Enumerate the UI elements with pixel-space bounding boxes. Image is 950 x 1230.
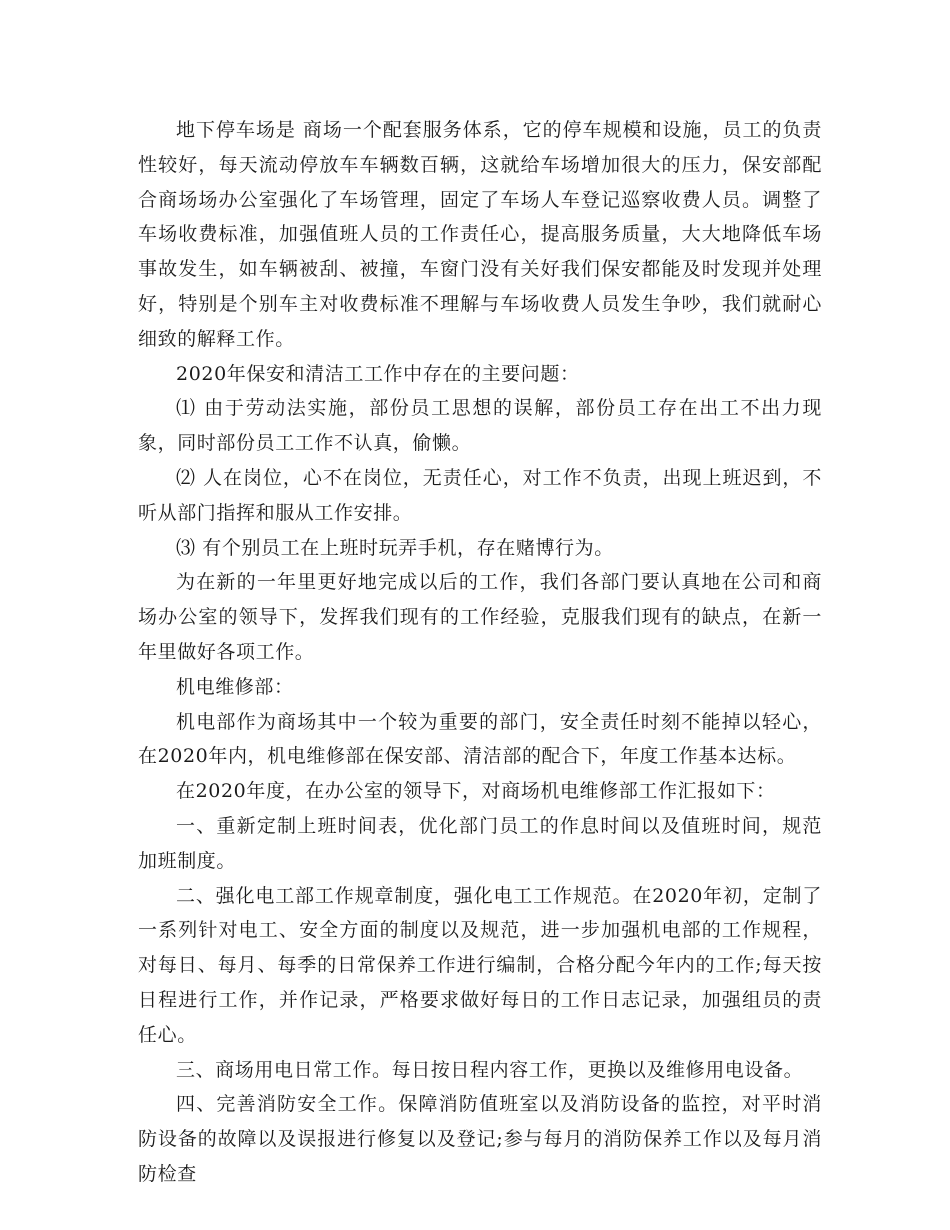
paragraph-problems-heading: 2020年保安和清洁工工作中存在的主要问题： — [176, 362, 580, 385]
paragraph-problem-3: ⑶ 有个别员工在上班时玩弄手机，存在赌博行为。 — [176, 536, 614, 559]
paragraph-item-4: 四、完善消防安全工作。保障消防值班室以及消防设备的监控，对平时消防设备的故障以及误报进行修复以及登记;参与每月的消防保养工作以及每月消防检查 — [138, 1093, 822, 1185]
paragraph-problem-1: ⑴ 由于劳动法实施，部份员工思想的误解，部份员工存在出工不出力现象，同时部份员工工作不认真，偷懒。 — [138, 397, 822, 455]
document-body — [138, 113, 822, 1192]
paragraph-parking: 地下停车场是 商场一个配套服务体系，它的停车规模和设施，员工的负责性较好，每天流动停放车车辆数百辆，这就给车场增加很大的压力，保安部配合商场场办公室强化了车场管理，固定了车场人车登记巡察收费人员。调整了车场收费标准，加强值班人员的工作责任心，提高服务质量，大大地降低车场事故发生，如车辆被刮、被撞，车窗门没有关好我们保安都能及时发现并处理好，特别是个别车主对收费标准不理解与车场收费人员发生争吵，我们就耐心细致的解释工作。 — [138, 119, 822, 350]
paragraph-department-intro: 机电部作为商场其中一个较为重要的部门，安全责任时刻不能掉以轻心，在2020年内，机电维修部在保安部、清洁部的配合下，年度工作基本达标。 — [138, 710, 822, 768]
paragraph-item-1: 一、重新定制上班时间表，优化部门员工的作息时间以及值班时间，规范加班制度。 — [138, 814, 822, 872]
paragraph-section-heading: 机电维修部： — [176, 675, 294, 698]
paragraph-new-year: 为在新的一年里更好地完成以后的工作，我们各部门要认真地在公司和商场办公室的领导下，发挥我们现有的工作经验，克服我们现有的缺点，在新一年里做好各项工作。 — [138, 571, 822, 663]
paragraph-problem-2: ⑵ 人在岗位，心不在岗位，无责任心，对工作不负责，出现上班迟到，不听从部门指挥和服从工作安排。 — [138, 466, 822, 524]
paragraph-report-intro: 在2020年度，在办公室的领导下，对商场机电维修部工作汇报如下： — [176, 780, 776, 803]
paragraph-item-2: 二、强化电工部工作规章制度，强化电工工作规范。在2020年初，定制了一系列针对电工、安全方面的制度以及规范，进一步加强机电部的工作规程，对每日、每月、每季的日常保养工作进行编制，合格分配今年内的工作;每天按日程进行工作，并作记录，严格要求做好每日的工作日志记录，加强组员的责任心。 — [138, 884, 822, 1046]
paragraph-item-3: 三、商场用电日常工作。每日按日程内容工作，更换以及维修用电设备。 — [176, 1058, 804, 1081]
